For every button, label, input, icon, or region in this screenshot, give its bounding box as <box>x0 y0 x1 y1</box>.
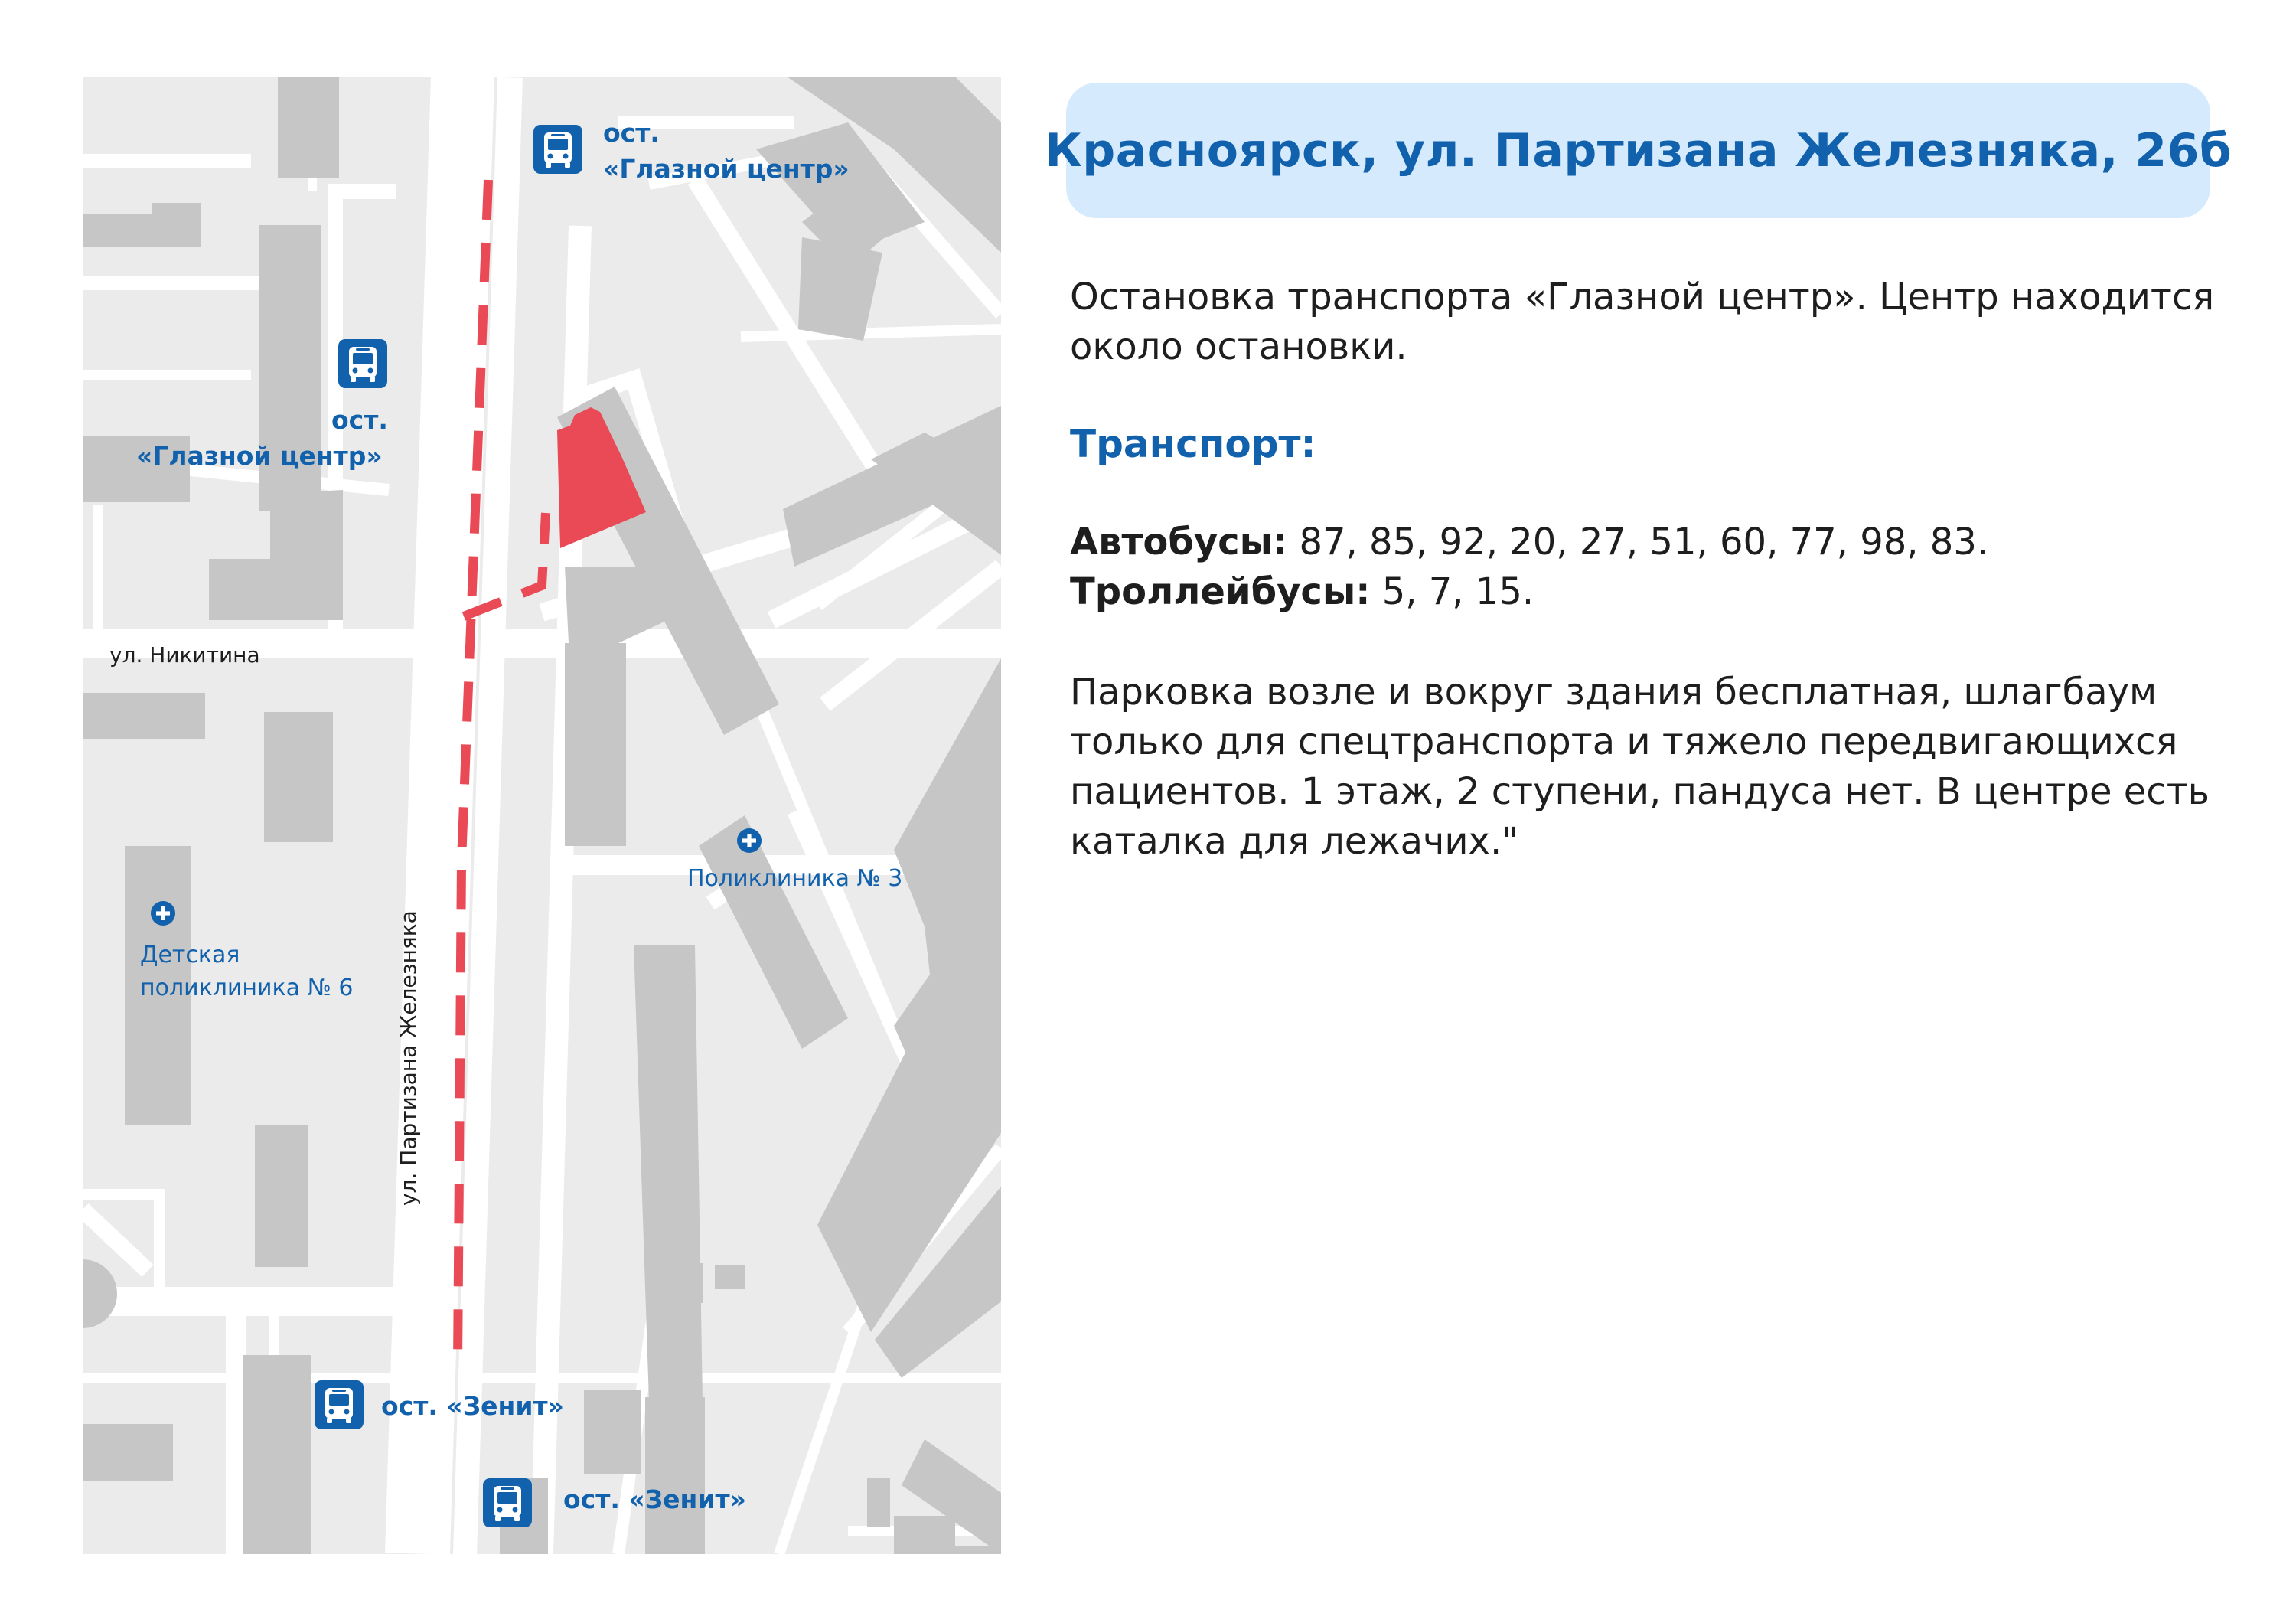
bus-routes <box>1070 518 1988 567</box>
stop-label-zenit-east: ост. «Зенит» <box>563 1484 746 1514</box>
street-label-nikitina: ул. Никитина <box>109 642 260 668</box>
clinic-label-child6: поликлиника № 6 <box>140 975 354 1001</box>
bus-stop-icon[interactable] <box>315 1380 364 1429</box>
street-label-zheleznyaka: ул. Партизана Железняка <box>396 910 421 1206</box>
bus-routes-label: Автобусы: <box>1070 521 1288 563</box>
address-banner <box>1044 83 2232 218</box>
parking-info: Парковка возле и вокруг здания бесплатная, шлагбаум только для спецтранспорта и тяжело передвигающихся пациентов. 1 этаж, 2 ступени, пандуса нет. В центре есть каталка для лежачих." <box>1070 671 2210 863</box>
bus-stop-icon[interactable] <box>533 125 582 174</box>
location-map[interactable] <box>83 77 1001 1554</box>
stop-label-zenit-west: ост. «Зенит» <box>381 1391 564 1421</box>
stop-label-glaznoy-west: ост. <box>331 405 388 435</box>
stop-label-glaznoy-east: «Глазной центр» <box>603 154 850 184</box>
plus-circle-icon <box>737 828 762 853</box>
trolley-routes-list: 5, 7, 15. <box>1370 570 1534 613</box>
stop-description: Остановка транспорта «Глазной центр». Центр находится около остановки. <box>1070 276 2215 368</box>
clinic-label-poly3: Поликлиника № 3 <box>687 865 903 892</box>
routes-block <box>1070 518 1988 617</box>
stop-label-glaznoy-west: «Глазной центр» <box>136 441 383 471</box>
page-title: Красноярск, ул. Партизана Железняка, 26б <box>1044 123 2232 178</box>
clinic-label-child6: Детская <box>140 942 240 968</box>
transport-heading: Транспорт: <box>1070 422 1316 466</box>
trolley-routes <box>1070 567 1988 617</box>
plus-circle-icon <box>151 901 175 926</box>
trolley-routes-label: Троллейбусы: <box>1070 570 1371 613</box>
bus-stop-icon[interactable] <box>483 1478 532 1527</box>
bus-routes-list: 87, 85, 92, 20, 27, 51, 60, 77, 98, 83. <box>1287 521 1989 563</box>
stop-label-glaznoy-east: ост. <box>603 118 660 148</box>
bus-stop-icon[interactable] <box>338 339 387 388</box>
